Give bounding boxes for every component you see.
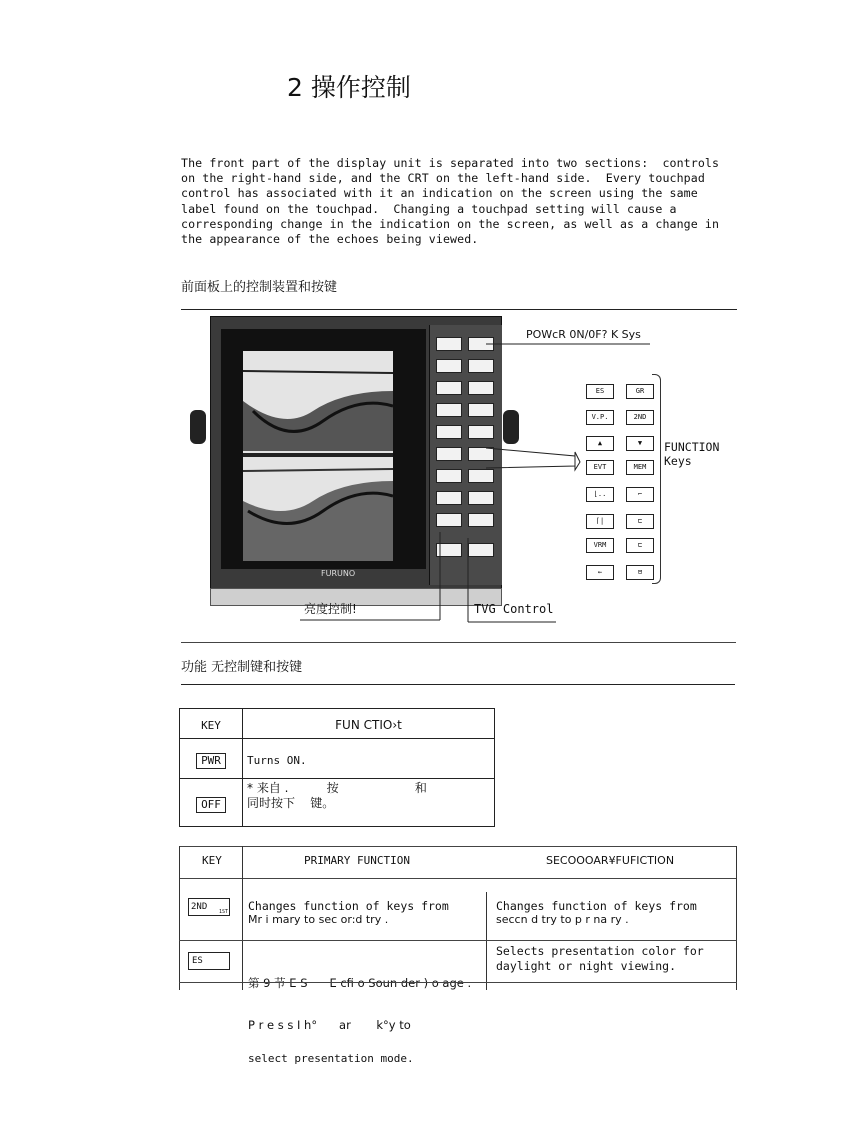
key-icon-b: ⌐: [626, 487, 654, 502]
key-icon-left: ←: [586, 565, 614, 580]
primary-line: P r e s s I h° ar k°y to: [248, 1018, 411, 1032]
table2-header-key: KEY: [202, 854, 222, 867]
section-heading-functions: 功能 无控制键和按键: [181, 660, 303, 675]
intro-line: The front part of the display unit is separated into two sections: controls: [181, 156, 720, 170]
key-icon-evt: EVT: [586, 460, 614, 475]
key-icon-a: ⌊..: [586, 487, 614, 502]
secondary-line: Selects presentation color for: [496, 944, 704, 958]
key-icon-gr: GR: [626, 384, 654, 399]
key-cell: [180, 739, 243, 779]
table2-row-border: [179, 982, 737, 983]
function-keys-label-line: FUNCTION: [664, 440, 720, 454]
table2-row-border: [179, 940, 737, 941]
pwr-key: PWR: [196, 753, 226, 769]
key-cell: [180, 779, 243, 827]
section-heading-controls: 前面板上的控制装置和按键: [181, 280, 338, 295]
key-icon-down: ▼: [626, 436, 654, 451]
2nd-key-icon: 2ND 1ST: [188, 898, 230, 916]
intro-line: on the right-hand side, and the CRT on the left-hand side. Every touchpad: [181, 171, 705, 186]
intro-line: corresponding change in the indication on the screen, as well as a change in: [181, 216, 720, 231]
primary-line: Mr i mary to sec or:d try .: [248, 913, 389, 926]
table2-header-primary: PRIMARY FUNCTION: [304, 854, 410, 867]
divider: [181, 642, 736, 643]
key-icon-mem: MEM: [626, 460, 654, 475]
key-icon-up: ▲: [586, 436, 614, 451]
primary-line: Changes function of keys from: [248, 899, 449, 913]
function-keys-label: [664, 440, 719, 468]
brand-logo: FURUNO: [321, 569, 356, 578]
table2-col-border: [242, 846, 243, 990]
secondary-function-cell: [496, 899, 697, 927]
key-function-table-1: [179, 708, 495, 827]
primary-function-cell: [248, 948, 471, 1080]
primary-line: 第 9 节 E S E cfi o Soun der ) o age .: [248, 976, 472, 990]
table-header-key: KEY: [180, 709, 243, 739]
secondary-line: daylight or night viewing.: [496, 959, 677, 973]
function-line: * 来自 . 按 和: [247, 781, 427, 795]
intro-line: label found on the touchpad. Changing a touchpad setting will cause a: [181, 201, 677, 216]
key-icon-vrm: VRM: [586, 538, 614, 553]
key-icon-es: ES: [586, 384, 614, 399]
key-icon-c: ⌈|: [586, 514, 614, 529]
off-key: OFF: [196, 797, 226, 813]
primary-function-cell: [248, 899, 449, 927]
key-icon-f: ⊟: [626, 565, 654, 580]
function-cell: Turns ON.: [243, 739, 495, 779]
key-icon-e: ⊏: [626, 538, 654, 553]
table-header-row: [180, 709, 495, 739]
es-key-icon: ES: [188, 952, 230, 970]
intro-line: the appearance of the echoes being viewed.: [181, 232, 479, 247]
table2-right-border: [736, 846, 737, 990]
function-keys-bracket: [652, 374, 661, 584]
table2-top-border: [179, 846, 737, 847]
power-key-label: POWcR 0N/0F? K Sys: [526, 328, 641, 341]
table-header-function: FUN CTIO›t: [243, 709, 495, 739]
secondary-function-cell: [496, 944, 704, 974]
page-title: 2 操作控制: [287, 73, 411, 102]
table-row: [180, 779, 495, 827]
table-row: [180, 739, 495, 779]
divider: [181, 684, 735, 685]
function-keys-label-line: Keys: [664, 454, 692, 468]
table2-header-secondary: SECOOOAR¥FUFICTION: [546, 854, 675, 867]
primary-line: select presentation mode.: [248, 1052, 414, 1065]
intro-line: control has associated with it an indication on the screen using the same: [181, 186, 698, 201]
key-icon-d: ⊏: [626, 514, 654, 529]
tvg-control-label: TVG Control: [474, 602, 554, 616]
secondary-line: seccn d try to p r na ry .: [496, 913, 629, 926]
function-cell: [243, 779, 495, 827]
key-icon-2nd: 2ND: [626, 410, 654, 425]
table2-col-border: [486, 892, 487, 990]
function-line: 同时按下 键。: [247, 796, 335, 810]
secondary-line: Changes function of keys from: [496, 899, 697, 913]
brightness-control-label: 亮度控制!: [304, 602, 357, 616]
key-icon-vp: V.P.: [586, 410, 614, 425]
table2-left-border: [179, 846, 180, 990]
table2-header-border: [179, 878, 737, 879]
